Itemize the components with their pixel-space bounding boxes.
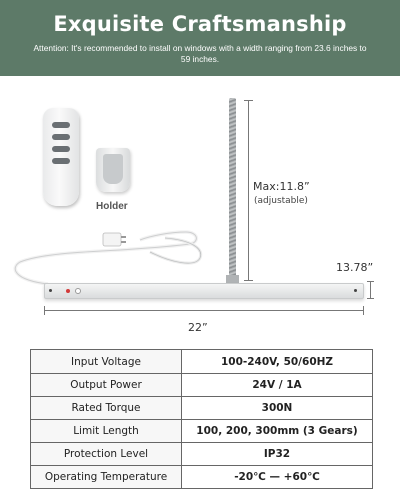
dimension-tick: [244, 280, 253, 281]
spec-value: 24V / 1A: [182, 374, 373, 397]
spec-value: -20℃ — +60℃: [182, 466, 373, 489]
adjustable-label: (adjustable): [254, 196, 308, 206]
banner-title: Exquisite Craftsmanship: [53, 12, 347, 36]
indicator-light-icon: [66, 289, 70, 293]
height-dimension-line: [370, 281, 371, 299]
plug-icon: [103, 233, 121, 246]
max-length-dimension-line: [248, 100, 249, 280]
table-row: [31, 466, 373, 489]
screw-icon: [354, 289, 357, 292]
spec-label: Input Voltage: [31, 350, 182, 374]
dimension-tick: [44, 306, 45, 315]
push-rod: [229, 98, 236, 282]
spec-label: Limit Length: [31, 420, 182, 443]
table-row: [31, 420, 373, 443]
spec-label: Operating Temperature: [31, 466, 182, 489]
holder-slot: [103, 154, 123, 184]
pairing-button-icon: [75, 288, 81, 294]
spec-value: 100, 200, 300mm (3 Gears): [182, 420, 373, 443]
max-length-label: Max:11.8”: [253, 180, 310, 193]
dimension-tick: [244, 100, 253, 101]
screw-icon: [49, 289, 52, 292]
spec-label: Output Power: [31, 374, 182, 397]
remote-button-icon: [52, 134, 70, 140]
motor-bar: [44, 283, 364, 299]
table-row: [31, 443, 373, 466]
dimension-tick: [363, 306, 364, 315]
spec-value: 300N: [182, 397, 373, 420]
remote-control: [43, 108, 79, 206]
holder-label: Holder: [96, 201, 128, 212]
width-label: 22”: [188, 321, 208, 334]
remote-button-icon: [52, 146, 70, 152]
dimension-tick: [367, 298, 374, 299]
spec-value: 100-240V, 50/60HZ: [182, 350, 373, 374]
spec-label: Rated Torque: [31, 397, 182, 420]
spec-table: [30, 349, 373, 489]
spec-label: Protection Level: [31, 443, 182, 466]
dimension-tick: [367, 281, 374, 282]
height-label: 13.78”: [336, 261, 374, 274]
banner-note: Attention: It's recommended to install on windows with a width ranging from 23.6 inches to 59 inches.: [33, 43, 367, 64]
remote-holder: [96, 148, 130, 192]
remote-button-icon: [52, 122, 70, 128]
spec-value: IP32: [182, 443, 373, 466]
table-row: [31, 374, 373, 397]
width-dimension-line: [44, 310, 364, 311]
remote-button-icon: [52, 158, 70, 164]
table-row: [31, 350, 373, 374]
table-row: [31, 397, 373, 420]
